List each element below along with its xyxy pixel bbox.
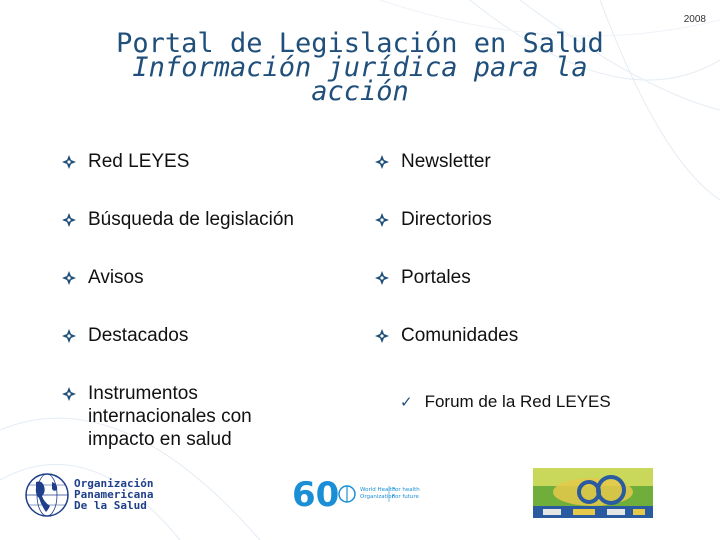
list-item-label: Búsqueda de legislación — [88, 209, 294, 230]
anniversary-emblem-image — [533, 468, 653, 518]
list-item-directorios[interactable] — [375, 208, 695, 266]
list-item-newsletter[interactable] — [375, 150, 695, 208]
who-line-4: For future — [392, 494, 419, 500]
diamond-bullet-icon — [375, 155, 389, 169]
paho-line-3: De la Salud — [74, 499, 147, 512]
title-line-2: Información jurídica para la — [132, 52, 588, 83]
checkmark-icon: ✓ — [400, 394, 413, 411]
globe-icon — [24, 472, 70, 518]
list-item-busqueda[interactable] — [62, 208, 362, 266]
diamond-bullet-icon — [375, 329, 389, 343]
list-item-label: Destacados — [88, 325, 189, 346]
diamond-bullet-icon — [62, 387, 76, 401]
who-line-1: World Health — [360, 487, 396, 493]
who-60-anniversary-logo — [292, 476, 422, 512]
right-column — [375, 150, 695, 382]
year-label: 2008 — [683, 14, 706, 25]
list-item-label: Portales — [401, 267, 471, 288]
list-item-destacados[interactable] — [62, 324, 362, 382]
list-item-portales[interactable] — [375, 266, 695, 324]
diamond-bullet-icon — [375, 271, 389, 285]
list-item-instrumentos[interactable] — [62, 382, 292, 450]
title-line-1: Portal de Legislación en Salud — [116, 28, 604, 59]
paho-logo — [24, 472, 153, 518]
list-item-comunidades[interactable] — [375, 324, 695, 382]
who-60-number: 60 — [292, 476, 340, 512]
paho-line-1: Organización — [74, 477, 154, 490]
list-item-label: Directorios — [401, 209, 492, 230]
title-line-3: acción — [311, 76, 409, 107]
left-column — [62, 150, 362, 450]
who-line-2: Organization — [360, 494, 396, 500]
list-item-label: Avisos — [88, 267, 144, 288]
page-title — [40, 30, 680, 105]
list-item-label: Instrumentos internacionales con impacto en salud — [88, 383, 252, 450]
sub-item-label: Forum de la Red LEYES — [424, 392, 611, 411]
diamond-bullet-icon — [62, 155, 76, 169]
list-item-red-leyes[interactable] — [62, 150, 362, 208]
paho-line-2: Panamericana — [74, 488, 154, 501]
who-line-3: For health — [392, 487, 420, 493]
diamond-bullet-icon — [62, 213, 76, 227]
list-item-avisos[interactable] — [62, 266, 362, 324]
list-item-label: Red LEYES — [88, 151, 190, 172]
diamond-bullet-icon — [375, 213, 389, 227]
paho-name — [74, 478, 153, 511]
diamond-bullet-icon — [62, 329, 76, 343]
list-item-label: Newsletter — [401, 151, 491, 172]
sub-item-forum[interactable] — [400, 392, 611, 412]
diamond-bullet-icon — [62, 271, 76, 285]
list-item-label: Comunidades — [401, 325, 519, 346]
